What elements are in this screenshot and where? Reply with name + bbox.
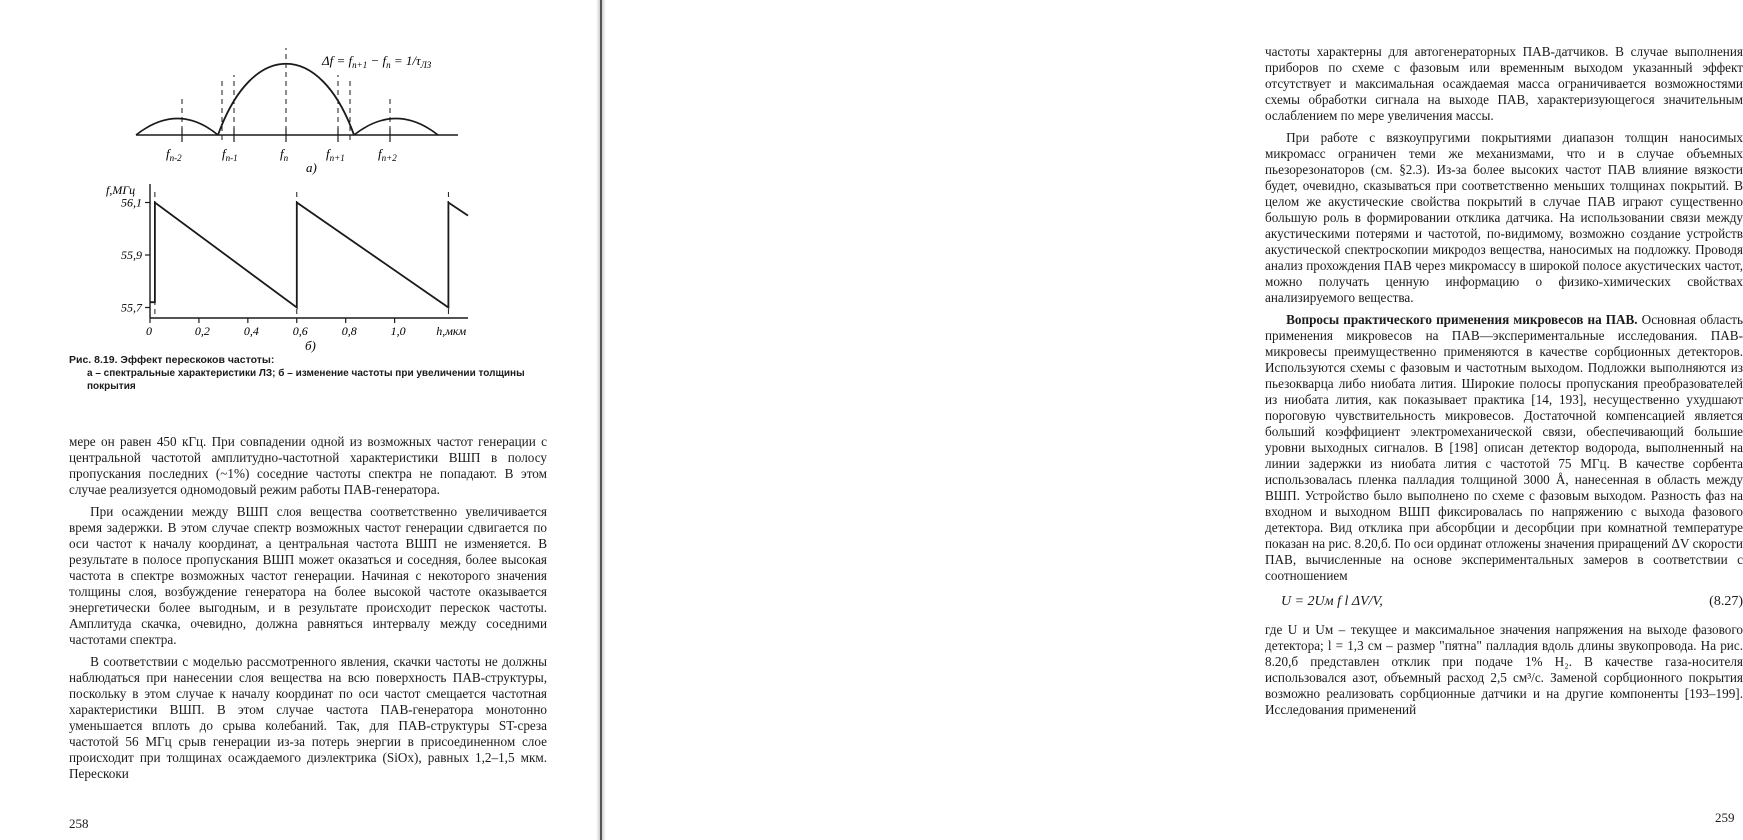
tick-label-fn-2: $f_{n-2}$	[166, 146, 182, 163]
figure-b-chart	[106, 183, 468, 353]
figure-caption	[69, 354, 549, 393]
paragraph: При осаждении между ВШП слоя вещества соответственно увеличивается время задержки. В этом случае спектр возможных частот генерации сдвигается по оси частот к началу координат, а центральная частота ВШП не изменяется. В результате в полосе пропускания ВШП может оказаться и соседняя, более высокая частота в спектре возможных частот генерации. Начиная с некоторого значения толщины слоя, возбуждение генератора на более высокой частоте оказывается энергетически более выгодным, и в результате происходит перескок частоты. Амплитуда скачка, очевидно, должна равняться интервалу между соседними частотами спектра.	[69, 504, 547, 647]
x-tick-label: 1,0	[390, 324, 406, 338]
formula-number: (8.27)	[1709, 594, 1743, 609]
caption-body: а – спектральные характеристики ЛЗ; б – изменение частоты при увеличении толщины покрытия	[87, 368, 525, 392]
x-axis-label: h,мкм	[436, 324, 467, 338]
y-tick-label: 55,9	[121, 248, 142, 262]
left-body-text	[69, 434, 547, 788]
panel-label-a: а)	[306, 160, 317, 175]
tick-label-fn+1: $f_{n+1}$	[326, 146, 345, 163]
paragraph: где U и Uм – текущее и максимальное значения напряжения на выходе фазового детектора; l = 1,3 см – размер "пятна" палладия вдоль длины звукопровода. На рис. 8.20,б представлен отклик при подаче 1% H₂. В качестве газа-носителя использовался азот, объемный расход 2,5 см³/с. Заменой сорбционного покрытия возможно реализовать сорбционные датчики и на другие компоненты [193–199]. Исследования применений	[1265, 622, 1743, 717]
caption-title: Рис. 8.19. Эффект перескоков частоты:	[69, 354, 275, 366]
page-number-right: 259	[1715, 810, 1735, 825]
figure-8-19	[0, 0, 600, 360]
panel-label-b: б)	[305, 338, 316, 353]
tick-label-fn+2: $f_{n+2}$	[378, 146, 397, 163]
section-heading: Вопросы практического применения микровесов на ПАВ.	[1286, 312, 1638, 327]
sidelobe-left	[136, 119, 218, 136]
x-tick-label: 0,4	[243, 324, 259, 338]
section-paragraph	[1265, 312, 1743, 584]
x-tick-label: 0,8	[341, 324, 357, 338]
left-page	[0, 0, 600, 840]
formula-expression: U = 2Uм f l ΔV/V,	[1281, 594, 1383, 609]
delta-f-formula: $\Delta f = f_{n+1} - f_n = 1/\tau_{ЛЗ}$	[322, 53, 432, 70]
page-number-left: 258	[69, 816, 89, 831]
paragraph: частоты характерны для автогенераторных ПАВ-датчиков. В случае выполнения приборов по схеме с фазовым или временным выходом указанный эффект отсутствует и максимальная осаждаемая масса ограничивается возможностями схемы обработки сигнала на выходе ПАВ, характеризующегося значительным ослаблением по мере увеличения массы.	[1265, 44, 1743, 123]
figure-svg	[0, 0, 600, 360]
right-body-text	[1265, 44, 1743, 724]
y-tick-label: 55,7	[121, 300, 142, 315]
paragraph: При работе с вязкоупругими покрытиями диапазон толщин наносимых микромасс ограничен теми же механизмами, что и в случае объемных пьезорезонаторов (см. §2.3). Из-за более высоких частот ПАВ влияние вязкости будет, очевидно, сказываться при соответственно меньших толщинах покрытий. В целом же акустические свойства покрытий в случае ПАВ играют существенно большую роль в формировании отклика датчика. На использовании связи между акустическими потерями и частотой, по-видимому, возможно создание устройств акустической спектроскопии микродоз вещества, наносимых на подложку. Проводя анализ прохождения ПАВ через микромассу в широкой полосе акустических частот, можно получать ценную информацию о физико-химических свойствах анализируемого вещества.	[1265, 130, 1743, 305]
tick-label-fn-1: $f_{n-1}$	[222, 146, 238, 163]
formula-8-27	[1265, 592, 1743, 614]
right-page	[600, 0, 1743, 840]
section-text: Основная область применения микровесов на ПАВ—экспериментальные исследования. ПАВ-микровесы преимущественно применяются в качестве сорбционных детекторов. Используются схемы с фазовым и частотным выходом. Подложки выполняются из пьезокварца либо ниобата лития. Широкие полосы пропускания преобразователей из ниобата лития, как показывает практика [14, 193], несущественно ухудшают пороговую чувствительность микровесов. Достаточной компенсацией является больший коэффициент электромеханической связи, обеспечивающий большие уровни выходных сигналов. В [198] описан детектор водорода, выполненный на линии задержки из ниобата лития с частотой 75 МГц. В качестве сорбента использовалась пленка палладия толщиной 3000 Å, нанесенная в область между ВШП. Устройство было выполнено по схеме с фазовым выходом. Разность фаз на входном и выходном ВШП фиксировалась по напряжению с выхода фазового детектора. Вид отклика при абсорбции и десорбции при комнатной температуре показан на рис. 8.20,б. По оси ординат отложены значения приращений ΔV скорости ПАВ, вычисленные на основе экспериментальных замеров в соответствии с соотношением	[1265, 312, 1743, 583]
paragraph: В соответствии с моделью рассмотренного явления, скачки частоты не должны наблюдаться при нанесении слоя вещества на всю поверхность ПАВ-структуры, поскольку в этом случае к началу координат по оси частот смещается частотная характеристики ВШП. В этом случае частота ПАВ-генератора монотонно уменьшается вплоть до срыва колебаний. Так, для ПАВ-структуры ST-среза частотой 56 МГц срыв генерации из-за потерь энергии в присоединенном слое происходит при толщинах осаждаемого диэлектрика (SiOx), равных 1,2–1,5 мкм. Перескоки	[69, 654, 547, 781]
x-tick-label: 0,2	[194, 324, 210, 338]
y-axis-label: f,МГц	[106, 183, 136, 197]
sidelobe-right	[354, 119, 438, 136]
x-tick-label: 0	[146, 324, 152, 338]
y-tick-label: 56,1	[121, 195, 142, 210]
paragraph: мере он равен 450 кГц. При совпадении одной из возможных частот генерации с центральной частотой амплитудно-частотной характеристики ВШП в полосу пропускания последних (~1%) соседние частоты спектра не попадают. В этом случае реализуется одномодовый режим работы ПАВ-генератора.	[69, 434, 547, 497]
x-tick-label: 0,6	[292, 324, 308, 338]
frequency-series-line	[150, 203, 468, 308]
tick-label-fn: $f_n$	[280, 146, 289, 163]
figure-a-tick-labels	[166, 146, 397, 163]
